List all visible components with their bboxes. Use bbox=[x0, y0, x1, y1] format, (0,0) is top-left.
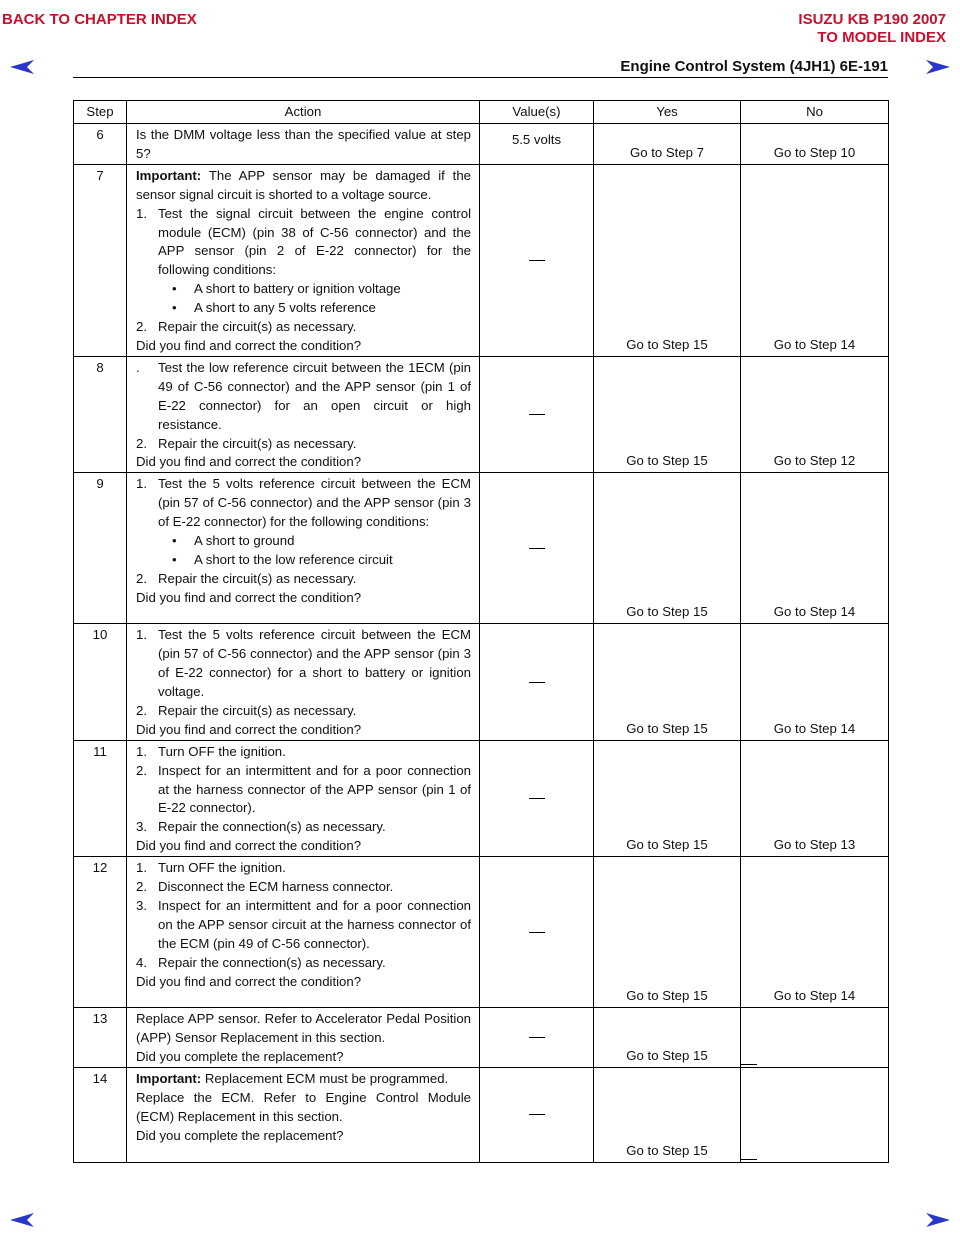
value-cell bbox=[480, 164, 594, 356]
no-action: Go to Step 10 bbox=[773, 144, 856, 160]
action-step-text: Turn OFF the ignition. bbox=[158, 860, 286, 876]
table-row bbox=[74, 124, 889, 165]
action-step-number: 1. bbox=[136, 860, 147, 876]
no-cell bbox=[741, 857, 889, 1008]
action-step bbox=[136, 859, 471, 878]
no-cell bbox=[741, 624, 889, 740]
action-step bbox=[136, 743, 471, 762]
yes-cell bbox=[594, 164, 741, 356]
no-action: Go to Step 14 bbox=[773, 336, 856, 352]
not-applicable-dash bbox=[529, 1037, 545, 1038]
yes-action: Go to Step 7 bbox=[629, 144, 705, 160]
action-step-text: Repair the circuit(s) as necessary. bbox=[158, 319, 357, 335]
action-step bbox=[136, 435, 471, 454]
action-question: Did you find and correct the condition? bbox=[136, 454, 362, 470]
yes-cell bbox=[594, 624, 741, 740]
yes-action: Go to Step 15 bbox=[626, 604, 708, 620]
action-step-text: Repair the circuit(s) as necessary. bbox=[158, 570, 357, 586]
table-header-row bbox=[74, 101, 889, 124]
no-action: Go to Step 14 bbox=[773, 604, 856, 620]
action-text: Replace the ECM. Refer to Engine Control Module (ECM) Replacement in this section. bbox=[136, 1089, 471, 1124]
page-header-title: Engine Control System (4JH1) 6E-191 bbox=[620, 58, 888, 75]
action-question: Did you find and correct the condition? bbox=[136, 589, 362, 605]
yes-action: Go to Step 15 bbox=[626, 837, 708, 853]
yes-cell bbox=[594, 1008, 741, 1068]
yes-action: Go to Step 15 bbox=[626, 988, 708, 1004]
step-number: 12 bbox=[74, 857, 127, 1008]
action-step-text: Inspect for an intermittent and for a poor connection on the APP sensor circuit at the harness connector of the ECM (pin 49 of C-56 connector). bbox=[158, 898, 471, 951]
action-step-number: 1. bbox=[136, 476, 147, 492]
important-label: Important: bbox=[136, 167, 202, 183]
action-cell bbox=[127, 473, 480, 624]
back-to-chapter-index-link[interactable]: BACK TO CHAPTER INDEX bbox=[2, 11, 197, 28]
value-cell bbox=[480, 740, 594, 856]
yes-cell bbox=[594, 124, 741, 165]
no-cell bbox=[741, 164, 889, 356]
no-cell bbox=[741, 1067, 889, 1162]
value-cell bbox=[480, 1067, 594, 1162]
action-step-number: . bbox=[136, 359, 140, 375]
action-step-text: Test the 5 volts reference circuit between the ECM (pin 57 of C-56 connector) and the APP sensor (pin 3 of E-22 connector) for a short to battery or ignition voltage. bbox=[158, 627, 471, 700]
action-step bbox=[136, 359, 471, 435]
condition-text: A short to battery or ignition voltage bbox=[194, 281, 401, 297]
table-row bbox=[74, 857, 889, 1008]
not-applicable-dash bbox=[529, 1114, 545, 1115]
condition-bullet bbox=[136, 280, 471, 299]
value-cell bbox=[480, 473, 594, 624]
model-index-link[interactable] bbox=[798, 11, 946, 47]
bullet-icon: • bbox=[172, 300, 177, 316]
yes-action: Go to Step 15 bbox=[626, 720, 708, 736]
important-text: Replacement ECM must be programmed. bbox=[204, 1070, 449, 1086]
action-step bbox=[136, 570, 471, 589]
condition-text: A short to any 5 volts reference bbox=[194, 300, 376, 316]
condition-text: A short to ground bbox=[194, 533, 295, 549]
important-note bbox=[136, 1070, 471, 1089]
action-step-number: 2. bbox=[136, 319, 147, 335]
action-step-number: 1. bbox=[136, 627, 147, 643]
action-text: Did you complete the replacement? bbox=[136, 1049, 344, 1064]
action-step-number: 2. bbox=[136, 762, 147, 778]
value-cell bbox=[480, 857, 594, 1008]
action-step-number: 3. bbox=[136, 819, 147, 835]
action-question: Did you find and correct the condition? bbox=[136, 838, 362, 854]
action-step-number: 2. bbox=[136, 879, 147, 895]
condition-bullet bbox=[136, 532, 471, 551]
not-applicable-dash bbox=[529, 548, 545, 549]
yes-cell bbox=[594, 1067, 741, 1162]
table-row bbox=[74, 356, 889, 472]
not-applicable-dash bbox=[529, 260, 545, 261]
to-model-index[interactable]: TO MODEL INDEX bbox=[817, 29, 946, 46]
not-applicable-dash bbox=[529, 798, 545, 799]
action-step bbox=[136, 878, 471, 897]
step-number: 14 bbox=[74, 1067, 127, 1162]
condition-text: A short to the low reference circuit bbox=[194, 551, 393, 567]
action-step bbox=[136, 318, 471, 337]
step-number: 7 bbox=[74, 164, 127, 356]
action-question: Did you find and correct the condition? bbox=[136, 721, 362, 737]
header-step: Step bbox=[74, 101, 127, 124]
step-number: 8 bbox=[74, 356, 127, 472]
action-cell bbox=[127, 857, 480, 1008]
no-cell bbox=[741, 124, 889, 165]
action-step-text: Test the low reference circuit between the 1ECM (pin 49 of C-56 connector) and the APP sensor (pin 1 of E-22 connector) for an open circuit or high resistance. bbox=[158, 359, 471, 432]
action-question: Did you find and correct the condition? bbox=[136, 973, 362, 989]
bullet-icon: • bbox=[172, 281, 177, 297]
yes-action: Go to Step 15 bbox=[626, 453, 708, 469]
no-action: Go to Step 12 bbox=[773, 453, 856, 469]
no-action: Go to Step 14 bbox=[773, 988, 856, 1004]
not-applicable-dash bbox=[529, 414, 545, 415]
action-step-number: 2. bbox=[136, 435, 147, 451]
action-text: Is the DMM voltage less than the specified value at step 5? bbox=[136, 127, 471, 161]
action-step-number: 1. bbox=[136, 743, 147, 759]
step-number: 10 bbox=[74, 624, 127, 740]
bullet-icon: • bbox=[172, 551, 177, 567]
action-step bbox=[136, 954, 471, 973]
table-row bbox=[74, 1008, 889, 1068]
model-title: ISUZU KB P190 2007 bbox=[798, 11, 946, 28]
yes-cell bbox=[594, 473, 741, 624]
action-step-text: Turn OFF the ignition. bbox=[158, 743, 286, 759]
header-action: Action bbox=[127, 101, 480, 124]
action-step bbox=[136, 475, 471, 532]
action-step bbox=[136, 818, 471, 837]
header-divider bbox=[73, 77, 888, 78]
action-step bbox=[136, 205, 471, 281]
yes-action: Go to Step 15 bbox=[626, 1143, 708, 1158]
header-yes: Yes bbox=[594, 101, 741, 124]
action-step-text: Repair the circuit(s) as necessary. bbox=[158, 435, 357, 451]
step-number: 9 bbox=[74, 473, 127, 624]
table-row bbox=[74, 740, 889, 856]
value-text: 5.5 volts bbox=[511, 132, 562, 148]
table-row bbox=[74, 624, 889, 740]
action-cell bbox=[127, 624, 480, 740]
action-cell bbox=[127, 1067, 480, 1162]
value-cell bbox=[480, 624, 594, 740]
not-applicable-dash bbox=[741, 1159, 888, 1162]
action-step-text: Repair the connection(s) as necessary. bbox=[158, 954, 386, 970]
action-text: Did you complete the replacement? bbox=[136, 1127, 344, 1143]
step-number: 11 bbox=[74, 740, 127, 856]
action-step-number: 2. bbox=[136, 570, 147, 586]
not-applicable-dash bbox=[529, 932, 545, 933]
yes-action: Go to Step 15 bbox=[626, 336, 708, 352]
action-step-number: 1. bbox=[136, 205, 147, 221]
no-cell bbox=[741, 1008, 889, 1068]
bullet-icon: • bbox=[172, 533, 177, 549]
no-cell bbox=[741, 356, 889, 472]
table-row bbox=[74, 164, 889, 356]
action-step bbox=[136, 762, 471, 819]
action-step-text: Repair the circuit(s) as necessary. bbox=[158, 702, 357, 718]
action-step bbox=[136, 897, 471, 954]
not-applicable-dash bbox=[529, 682, 545, 683]
action-cell bbox=[127, 124, 480, 165]
action-step-number: 3. bbox=[136, 898, 147, 913]
action-step-text: Test the signal circuit between the engine control module (ECM) (pin 38 of C-56 connector) and the APP sensor (pin 2 of E-22 connector) for the following conditions: bbox=[158, 205, 471, 278]
no-cell bbox=[741, 473, 889, 624]
table-row bbox=[74, 473, 889, 624]
diagnostic-table bbox=[73, 100, 889, 1163]
action-step-number: 2. bbox=[136, 702, 147, 718]
action-cell bbox=[127, 356, 480, 472]
action-step-text: Test the 5 volts reference circuit between the ECM (pin 57 of C-56 connector) and the APP sensor (pin 3 of E-22 connector) for the following conditions: bbox=[158, 476, 471, 530]
no-cell bbox=[741, 740, 889, 856]
header-no: No bbox=[741, 101, 889, 124]
important-text: The APP sensor may be damaged if the sensor signal circuit is shorted to a voltage source. bbox=[136, 167, 472, 202]
table-row bbox=[74, 1067, 889, 1162]
step-number: 6 bbox=[74, 124, 127, 165]
action-step-text: Repair the connection(s) as necessary. bbox=[158, 819, 386, 835]
action-cell bbox=[127, 164, 480, 356]
header-values: Value(s) bbox=[480, 101, 594, 124]
yes-action: Go to Step 15 bbox=[626, 1048, 708, 1063]
value-cell bbox=[480, 124, 594, 165]
yes-cell bbox=[594, 356, 741, 472]
action-cell bbox=[127, 1008, 480, 1068]
action-step-text: Inspect for an intermittent and for a poor connection at the harness connector of the APP sensor (pin 1 of E-22 connector). bbox=[158, 762, 471, 816]
action-question: Did you find and correct the condition? bbox=[136, 337, 362, 353]
action-step-number: 4. bbox=[136, 954, 147, 970]
no-action: Go to Step 14 bbox=[773, 720, 856, 736]
prev-page-arrow-icon[interactable] bbox=[10, 60, 34, 74]
yes-cell bbox=[594, 857, 741, 1008]
important-note bbox=[136, 167, 471, 205]
next-page-arrow-icon[interactable] bbox=[926, 1213, 950, 1227]
action-text: Replace APP sensor. Refer to Accelerator Pedal Position (APP) Sensor Replacement in this section. bbox=[136, 1011, 471, 1046]
action-cell bbox=[127, 740, 480, 856]
condition-bullet bbox=[136, 551, 471, 570]
action-step bbox=[136, 626, 471, 702]
action-step bbox=[136, 702, 471, 721]
value-cell bbox=[480, 356, 594, 472]
next-page-arrow-icon[interactable] bbox=[926, 60, 950, 74]
yes-cell bbox=[594, 740, 741, 856]
important-label: Important: bbox=[136, 1070, 202, 1086]
prev-page-arrow-icon[interactable] bbox=[10, 1213, 34, 1227]
no-action: Go to Step 13 bbox=[773, 837, 856, 853]
action-step-text: Disconnect the ECM harness connector. bbox=[158, 879, 394, 895]
value-cell bbox=[480, 1008, 594, 1068]
condition-bullet bbox=[136, 299, 471, 318]
step-number: 13 bbox=[74, 1008, 127, 1068]
